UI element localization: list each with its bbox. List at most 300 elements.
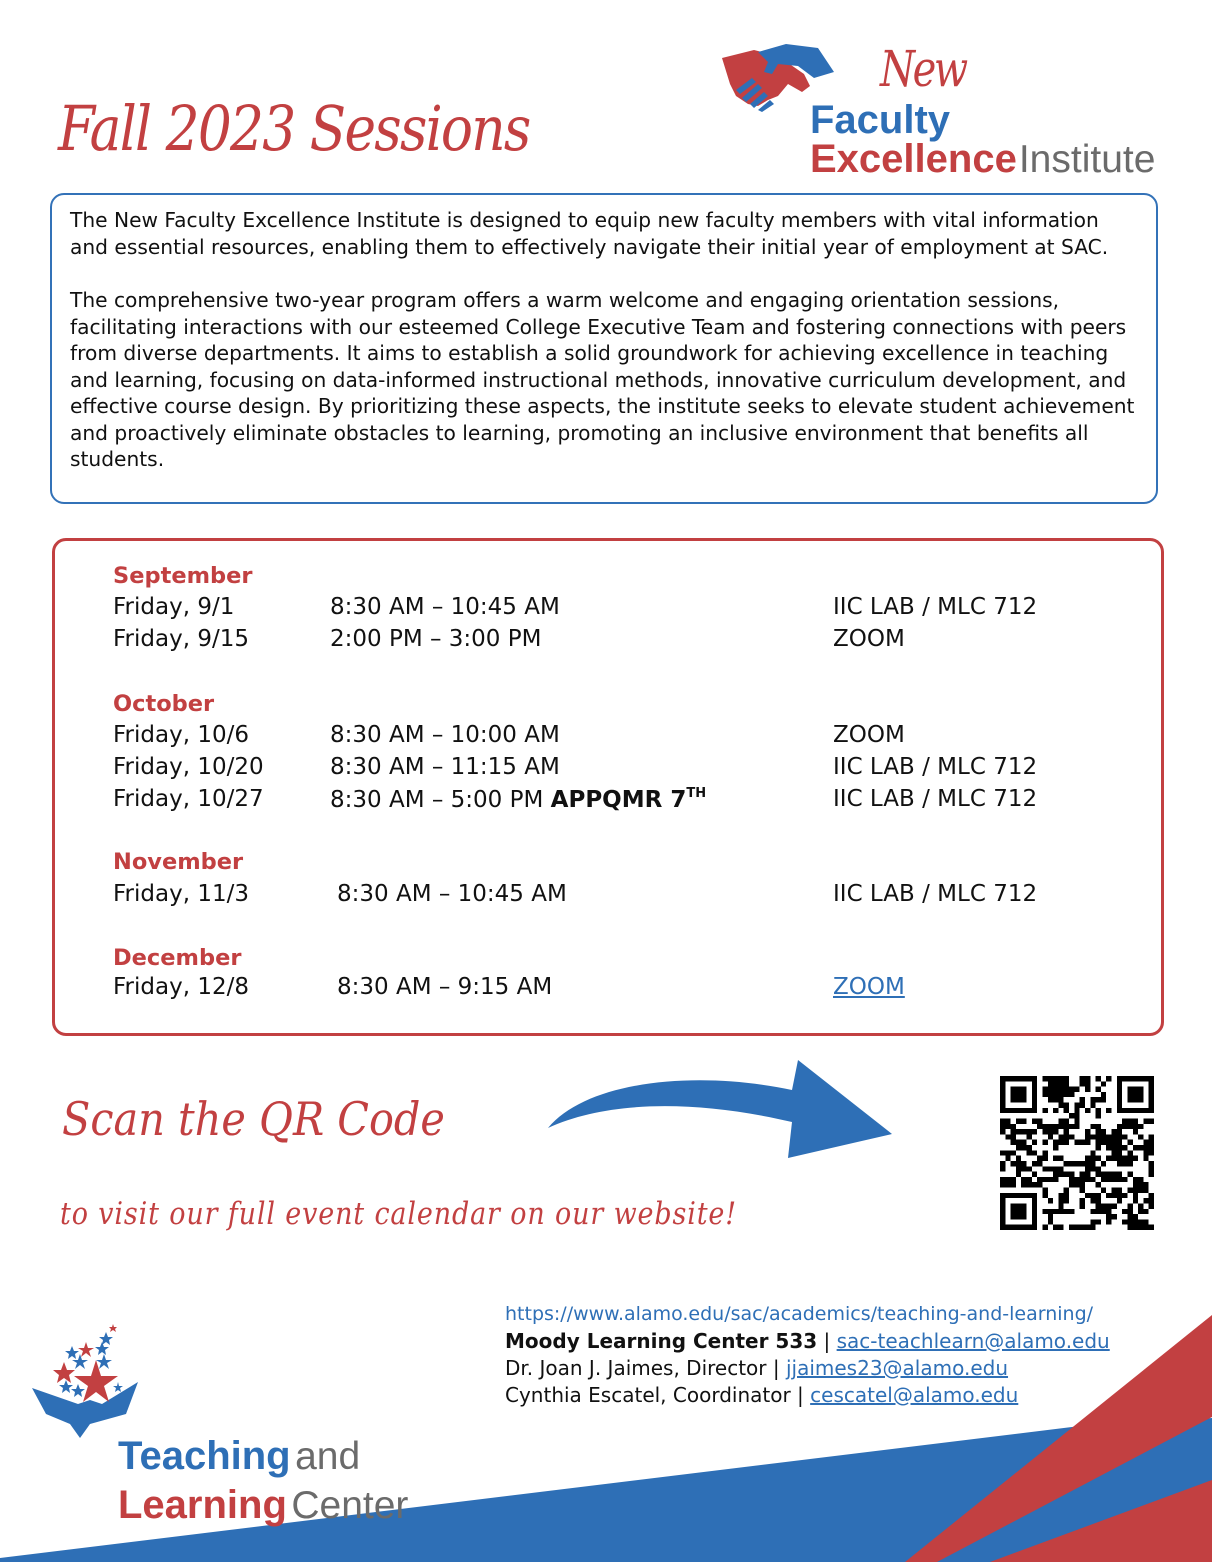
qr-module (1117, 1161, 1122, 1166)
qr-module (1042, 1140, 1047, 1145)
qr-module (1064, 1140, 1069, 1145)
qr-module (1143, 1140, 1148, 1145)
qr-module (1117, 1177, 1122, 1182)
qr-module (1127, 1140, 1132, 1145)
qr-module (1090, 1209, 1095, 1214)
qr-module (1112, 1203, 1117, 1208)
qr-module (1080, 1140, 1085, 1145)
qr-module (1048, 1198, 1053, 1203)
qr-module (1080, 1182, 1085, 1187)
qr-module (1143, 1182, 1148, 1187)
qr-module (1101, 1177, 1106, 1182)
qr-module (1005, 1177, 1010, 1182)
qr-module (1053, 1129, 1058, 1134)
qr-module (1090, 1124, 1095, 1129)
qr-module (1053, 1076, 1058, 1081)
qr-module (1138, 1209, 1143, 1214)
qr-module (1021, 1108, 1026, 1113)
qr-module (1122, 1076, 1127, 1081)
qr-module (1042, 1108, 1047, 1113)
qr-module (1149, 1198, 1154, 1203)
qr-module (1000, 1150, 1005, 1155)
qr-module (1000, 1214, 1005, 1219)
qr-module (1064, 1081, 1069, 1086)
qr-module (1096, 1113, 1101, 1118)
qr-module (1122, 1161, 1127, 1166)
qr-module (1122, 1177, 1127, 1182)
qr-module (1117, 1140, 1122, 1145)
qr-module (1027, 1145, 1032, 1150)
qr-module (1106, 1209, 1111, 1214)
qr-module (1133, 1219, 1138, 1224)
qr-module (1016, 1140, 1021, 1145)
qr-module (1042, 1150, 1047, 1155)
qr-module (1048, 1219, 1053, 1224)
qr-module (1037, 1177, 1042, 1182)
qr-module (1032, 1129, 1037, 1134)
qr-module (1080, 1161, 1085, 1166)
qr-module (1058, 1092, 1063, 1097)
qr-module (1074, 1108, 1079, 1113)
qr-module (1133, 1097, 1138, 1102)
qr-module (1117, 1156, 1122, 1161)
qr-module (1085, 1156, 1090, 1161)
location-email-link[interactable]: sac-teachlearn@alamo.edu (836, 1329, 1110, 1353)
qr-module (1069, 1161, 1074, 1166)
qr-module (1143, 1150, 1148, 1155)
qr-module (1127, 1097, 1132, 1102)
qr-module (1112, 1150, 1117, 1155)
qr-module (1053, 1145, 1058, 1150)
qr-module (1016, 1172, 1021, 1177)
qr-module (1122, 1156, 1127, 1161)
director-label: Dr. Joan J. Jaimes, Director (505, 1356, 767, 1380)
qr-module (1138, 1097, 1143, 1102)
qr-module (1058, 1209, 1063, 1214)
qr-module (1112, 1134, 1117, 1139)
session-location: ZOOM (833, 626, 905, 652)
qr-module (1021, 1076, 1026, 1081)
qr-module (1064, 1134, 1069, 1139)
qr-module (1048, 1177, 1053, 1182)
qr-module (1074, 1182, 1079, 1187)
qr-module (1149, 1087, 1154, 1092)
qr-module (1000, 1092, 1005, 1097)
director-email-link[interactable]: jjaimes23@alamo.edu (785, 1356, 1009, 1380)
qr-module (1138, 1108, 1143, 1113)
qr-module (1149, 1193, 1154, 1198)
qr-module (1133, 1225, 1138, 1230)
session-date: Friday, 10/20 (113, 754, 264, 780)
qr-module (1069, 1113, 1074, 1118)
qr-module (1143, 1198, 1148, 1203)
qr-module (1021, 1097, 1026, 1102)
qr-module (1069, 1087, 1074, 1092)
qr-module (1080, 1103, 1085, 1108)
qr-module (1069, 1172, 1074, 1177)
qr-module (1143, 1118, 1148, 1123)
qr-module (1127, 1225, 1132, 1230)
qr-module (1138, 1087, 1143, 1092)
qr-module (1149, 1150, 1154, 1155)
qr-module (1085, 1076, 1090, 1081)
qr-module (1016, 1145, 1021, 1150)
qr-module (1127, 1161, 1132, 1166)
qr-module (1101, 1081, 1106, 1086)
qr-module (1011, 1193, 1016, 1198)
qr-module (1074, 1118, 1079, 1123)
qr-module (1069, 1177, 1074, 1182)
qr-module (1112, 1145, 1117, 1150)
qr-module (1117, 1145, 1122, 1150)
qr-module (1117, 1129, 1122, 1134)
qr-module (1090, 1166, 1095, 1171)
qr-module (1096, 1219, 1101, 1224)
qr-module (1048, 1076, 1053, 1081)
qr-module (1064, 1129, 1069, 1134)
qr-module (1021, 1177, 1026, 1182)
qr-module (1058, 1156, 1063, 1161)
qr-module (1011, 1076, 1016, 1081)
qr-module (1085, 1166, 1090, 1171)
qr-module (1053, 1108, 1058, 1113)
qr-module (1080, 1225, 1085, 1230)
qr-module (1106, 1193, 1111, 1198)
qr-module (1096, 1076, 1101, 1081)
qr-module (1016, 1193, 1021, 1198)
qr-module (1127, 1203, 1132, 1208)
logo-center: Center (291, 1484, 409, 1527)
qr-module (1021, 1182, 1026, 1187)
qr-module (1000, 1103, 1005, 1108)
qr-module (1027, 1177, 1032, 1182)
qr-module (1122, 1108, 1127, 1113)
qr-module (1032, 1161, 1037, 1166)
qr-module (1021, 1118, 1026, 1123)
qr-module (1117, 1134, 1122, 1139)
qr-module (1058, 1103, 1063, 1108)
qr-module (1011, 1177, 1016, 1182)
qr-module (1112, 1140, 1117, 1145)
qr-module (1021, 1225, 1026, 1230)
qr-module (1000, 1177, 1005, 1182)
qr-module (1048, 1092, 1053, 1097)
qr-module (1133, 1118, 1138, 1123)
qr-module (1000, 1081, 1005, 1086)
qr-module (1080, 1177, 1085, 1182)
qr-module (1143, 1225, 1148, 1230)
qr-module (1011, 1203, 1016, 1208)
qr-module (1058, 1076, 1063, 1081)
qr-module (1064, 1188, 1069, 1193)
qr-module (1106, 1076, 1111, 1081)
qr-module (1005, 1076, 1010, 1081)
qr-module (1032, 1118, 1037, 1123)
session-location: IIC LAB / MLC 712 (833, 786, 1038, 812)
qr-module (1122, 1219, 1127, 1224)
qr-module (1143, 1219, 1148, 1224)
qr-module (1005, 1193, 1010, 1198)
qr-module (1096, 1203, 1101, 1208)
month-november: November (113, 849, 244, 875)
qr-module (1048, 1166, 1053, 1171)
qr-module (1080, 1203, 1085, 1208)
qr-module (1053, 1087, 1058, 1092)
qr-module (1085, 1140, 1090, 1145)
qr-module (1122, 1118, 1127, 1123)
qr-module (1005, 1156, 1010, 1161)
qr-module (1138, 1188, 1143, 1193)
qr-module (1048, 1124, 1053, 1129)
qr-code[interactable] (1000, 1076, 1154, 1230)
qr-module (1069, 1134, 1074, 1139)
qr-module (1117, 1097, 1122, 1102)
qr-module (1101, 1140, 1106, 1145)
qr-module (1074, 1124, 1079, 1129)
qr-module (1143, 1209, 1148, 1214)
qr-module (1106, 1108, 1111, 1113)
session-time-with-note (330, 786, 706, 813)
qr-module (1005, 1118, 1010, 1123)
qr-module (1048, 1209, 1053, 1214)
session-date: Friday, 11/3 (113, 881, 249, 907)
qr-module (1032, 1150, 1037, 1155)
qr-module (1149, 1097, 1154, 1102)
qr-module (1021, 1092, 1026, 1097)
session-time: 8:30 AM – 10:00 AM (330, 722, 560, 748)
qr-module (1112, 1156, 1117, 1161)
coordinator-email-link[interactable]: cescatel@alamo.edu (810, 1383, 1019, 1407)
qr-module (1064, 1108, 1069, 1113)
qr-module (1133, 1092, 1138, 1097)
qr-module (1021, 1166, 1026, 1171)
qr-module (1149, 1140, 1154, 1145)
qr-module (1149, 1145, 1154, 1150)
qr-module (1127, 1087, 1132, 1092)
qr-module (1112, 1177, 1117, 1182)
qr-module (1000, 1198, 1005, 1203)
qr-module (1133, 1076, 1138, 1081)
qr-module (1027, 1076, 1032, 1081)
qr-module (1117, 1092, 1122, 1097)
qr-module (1096, 1108, 1101, 1113)
qr-module (1106, 1214, 1111, 1219)
qr-module (1005, 1134, 1010, 1139)
qr-module (1053, 1209, 1058, 1214)
session-location: IIC LAB / MLC 712 (833, 881, 1038, 907)
qr-module (1106, 1172, 1111, 1177)
qr-module (1106, 1145, 1111, 1150)
qr-module (1032, 1182, 1037, 1187)
qr-module (1117, 1076, 1122, 1081)
qr-module (1032, 1198, 1037, 1203)
logo-learning: Learning (118, 1483, 287, 1527)
session-note-text: APPQMR 7 (550, 787, 687, 813)
qr-module (1037, 1124, 1042, 1129)
qr-module (1127, 1118, 1132, 1123)
qr-module (1042, 1129, 1047, 1134)
qr-module (1042, 1156, 1047, 1161)
qr-module (1000, 1129, 1005, 1134)
qr-module (1138, 1145, 1143, 1150)
session-time: 8:30 AM – 10:45 AM (330, 594, 560, 620)
qr-module (1027, 1182, 1032, 1187)
qr-module (1032, 1103, 1037, 1108)
qr-module (1080, 1081, 1085, 1086)
qr-module (1021, 1214, 1026, 1219)
qr-module (1106, 1156, 1111, 1161)
month-september: September (113, 563, 253, 589)
qr-module (1021, 1203, 1026, 1208)
qr-module (1058, 1166, 1063, 1171)
qr-module (1143, 1108, 1148, 1113)
qr-module (1069, 1209, 1074, 1214)
intro-paragraph-1: The New Faculty Excellence Institute is designed to equip new faculty members with vital information and essential resources, enabling them to effectively navigate their initial year of employment at SAC. (70, 208, 1109, 259)
qr-module (1149, 1172, 1154, 1177)
qr-module (1053, 1140, 1058, 1145)
tlc-logo-text (118, 1436, 408, 1534)
qr-module (1042, 1087, 1047, 1092)
qr-module (1064, 1172, 1069, 1177)
qr-module (1090, 1177, 1095, 1182)
qr-module (1080, 1076, 1085, 1081)
qr-module (1122, 1193, 1127, 1198)
qr-module (1058, 1124, 1063, 1129)
qr-module (1133, 1108, 1138, 1113)
session-location: IIC LAB / MLC 712 (833, 754, 1038, 780)
qr-module (1032, 1076, 1037, 1081)
qr-module (1032, 1172, 1037, 1177)
qr-module (1096, 1145, 1101, 1150)
qr-module (1053, 1124, 1058, 1129)
qr-module (1027, 1150, 1032, 1155)
qr-module (1037, 1182, 1042, 1187)
qr-module (1096, 1129, 1101, 1134)
qr-module (1011, 1092, 1016, 1097)
qr-module (1053, 1166, 1058, 1171)
location-label: Moody Learning Center 533 (505, 1329, 818, 1353)
qr-module (1117, 1087, 1122, 1092)
arrow-right-icon (548, 1060, 896, 1160)
qr-module (1138, 1124, 1143, 1129)
session-date: Friday, 9/15 (113, 626, 249, 652)
qr-module (1117, 1108, 1122, 1113)
session-date: Friday, 9/1 (113, 594, 235, 620)
website-link[interactable]: https://www.alamo.edu/sac/academics/teaching-and-learning/ (505, 1303, 1094, 1325)
qr-module (1117, 1081, 1122, 1086)
qr-module (1016, 1092, 1021, 1097)
qr-module (1021, 1161, 1026, 1166)
qr-module (1080, 1172, 1085, 1177)
qr-module (1080, 1198, 1085, 1203)
qr-module (1096, 1209, 1101, 1214)
qr-module (1096, 1124, 1101, 1129)
qr-module (1058, 1134, 1063, 1139)
qr-module (1064, 1124, 1069, 1129)
qr-module (1064, 1209, 1069, 1214)
qr-module (1000, 1225, 1005, 1230)
qr-module (1000, 1097, 1005, 1102)
qr-module (1138, 1225, 1143, 1230)
month-december: December (113, 945, 242, 971)
qr-module (1037, 1156, 1042, 1161)
session-location: IIC LAB / MLC 712 (833, 594, 1038, 620)
qr-module (1074, 1225, 1079, 1230)
qr-module (1101, 1129, 1106, 1134)
qr-module (1032, 1081, 1037, 1086)
qr-module (1090, 1097, 1095, 1102)
qr-module (1011, 1087, 1016, 1092)
qr-module (1090, 1198, 1095, 1203)
logo-teaching: Teaching (118, 1434, 291, 1478)
qr-module (1133, 1124, 1138, 1129)
logo-institute: Institute (1018, 138, 1156, 181)
qr-module (1053, 1097, 1058, 1102)
qr-module (1149, 1118, 1154, 1123)
qr-module (1127, 1214, 1132, 1219)
qr-module (1127, 1124, 1132, 1129)
qr-module (1058, 1140, 1063, 1145)
qr-module (1058, 1087, 1063, 1092)
qr-module (1000, 1108, 1005, 1113)
qr-module (1032, 1193, 1037, 1198)
qr-module (1005, 1150, 1010, 1155)
qr-module (1000, 1203, 1005, 1208)
qr-module (1011, 1209, 1016, 1214)
qr-module (1011, 1161, 1016, 1166)
qr-module (1096, 1172, 1101, 1177)
qr-module (1053, 1172, 1058, 1177)
qr-module (1042, 1177, 1047, 1182)
intro-paragraph-2: The comprehensive two-year program offers a warm welcome and engaging orientation sessions, facilitating interactions with our esteemed College Executive Team and fostering connections with peers from diverse departments. It aims to establish a solid groundwork for achieving excellence in teaching and learning, focusing on data-informed instructional methods, innovative curriculum development, and effective course design. By prioritizing these aspects, the institute seeks to elevate student achievement and proactively eliminate obstacles to learning, promoting an inclusive environment that benefits all students. (70, 288, 1135, 471)
intro-box (50, 193, 1158, 504)
qr-module (1011, 1214, 1016, 1219)
zoom-link[interactable]: ZOOM (833, 974, 905, 1000)
qr-module (1058, 1193, 1063, 1198)
qr-module (1021, 1145, 1026, 1150)
qr-module (1027, 1166, 1032, 1171)
qr-module (1021, 1129, 1026, 1134)
qr-module (1058, 1225, 1063, 1230)
qr-module (1096, 1156, 1101, 1161)
qr-module (1085, 1081, 1090, 1086)
scan-qr-subheading: to visit our full event calendar on our website! (60, 1196, 737, 1232)
qr-module (1000, 1209, 1005, 1214)
qr-module (1085, 1134, 1090, 1139)
qr-module (1112, 1214, 1117, 1219)
qr-module (1021, 1209, 1026, 1214)
qr-module (1101, 1172, 1106, 1177)
qr-module (1037, 1161, 1042, 1166)
qr-module (1048, 1097, 1053, 1102)
qr-module (1027, 1108, 1032, 1113)
qr-module (1143, 1188, 1148, 1193)
qr-module (1090, 1150, 1095, 1155)
qr-module (1138, 1203, 1143, 1208)
qr-module (1138, 1219, 1143, 1224)
session-time: 2:00 PM – 3:00 PM (330, 626, 542, 652)
qr-module (1027, 1129, 1032, 1134)
qr-module (1016, 1203, 1021, 1208)
qr-module (1064, 1161, 1069, 1166)
qr-module (1000, 1118, 1005, 1123)
qr-module (1127, 1092, 1132, 1097)
qr-module (1064, 1118, 1069, 1123)
qr-module (1032, 1219, 1037, 1224)
qr-module (1106, 1134, 1111, 1139)
qr-module (1053, 1225, 1058, 1230)
qr-module (1085, 1108, 1090, 1113)
